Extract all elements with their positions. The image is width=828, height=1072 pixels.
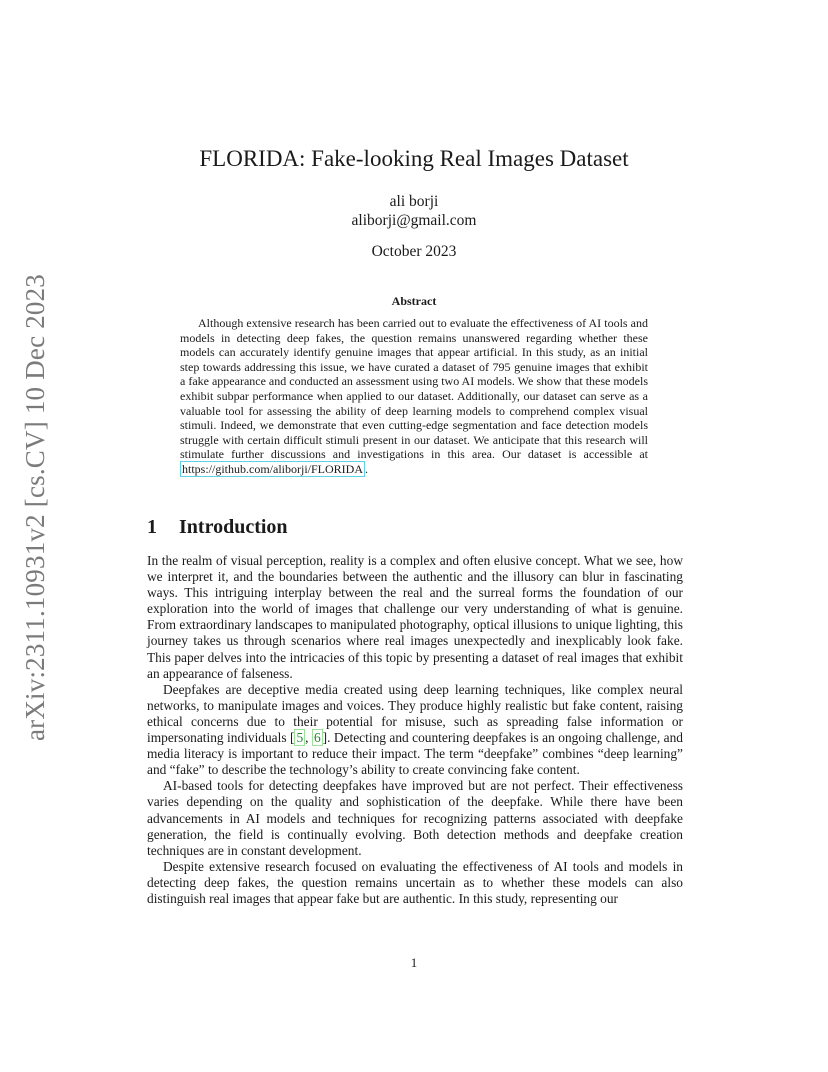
citation-bracket-close: ]: [322, 730, 328, 746]
abstract-text: Although extensive research has been carried out to evaluate the effectiveness of AI tools and models in detecting deep fakes, the question remains unanswered regarding whether these models can accurately identify genuine images that appear artificial. In this study, as an initial step towards addressing this issue, we have curated a dataset of 795 genuine images that exhibit a fake appearance and conducted an assessment using two AI models. We show that these models exhibit subpar performance when applied to our dataset. Additionally, our dataset can serve as a valuable tool for assessing the ability of deep learning models to comprehend complex visual stimuli. Indeed, we demonstrate that even cutting-edge segmentation and face detection models struggle with certain difficult stimuli present in our dataset. We anticipate that this research will stimulate further discussions and investigations in this area. Our dataset is accessible at: [180, 316, 649, 462]
paragraph-4: Despite extensive research focused on evaluating the effectiveness of AI tools and models in detecting deep fakes, the question remains uncertain as to whether these models can also distinguish real images that appear fake but are authentic. In this study, representing our: [147, 858, 683, 906]
section-number: 1: [147, 516, 157, 538]
citation-bracket-open: [: [290, 730, 295, 746]
paragraph-3: AI-based tools for detecting deepfakes have improved but are not perfect. Their effectiveness varies depending on the quality and sophistication of the deepfake. While there have been advancements in AI models and techniques for recognizing patterns associated with deepfake generation, the field is continually evolving. Both detection methods and deepfake creation techniques are in constant development.: [147, 778, 683, 858]
arxiv-identifier-text: arXiv:2311.10931v2 [cs.CV] 10 Dec 2023: [20, 273, 51, 741]
paper-title: FLORIDA: Fake-looking Real Images Dataset: [199, 146, 629, 171]
author-name: ali borji: [389, 193, 439, 210]
section-title: Introduction: [179, 516, 288, 538]
paragraph-2-text-before: Deepfakes are deceptive media created using deep learning techniques, like complex neural networks, to manipulate images and voices. They produce highly realistic but fake content, raising ethical concerns due to their potential for misuse, such as spreading false information or impersonating individuals: [147, 681, 683, 746]
abstract-end: .: [365, 461, 368, 476]
abstract-heading: Abstract: [391, 294, 437, 308]
paragraph-2-text-after: . Detecting and countering deepfakes is an ongoing challenge, and media literacy is important to reduce their impact. The term “deepfake” combines “deep learning” and “fake” to describe the technology’s ability to create convincing fake content.: [147, 730, 683, 778]
dataset-link[interactable]: https://github.com/aliborji/FLORIDA: [182, 461, 363, 476]
introduction-body: [147, 553, 683, 907]
author-email: aliborji@gmail.com: [351, 212, 477, 229]
citation-link-6[interactable]: 6: [313, 730, 321, 746]
citation-link-5[interactable]: 5: [296, 730, 304, 746]
citation-separator: ,: [305, 730, 312, 746]
section-heading-introduction: [147, 516, 288, 539]
abstract-body: [180, 316, 648, 477]
arxiv-identifier-stamp: [18, 273, 54, 741]
paragraph-1: In the realm of visual perception, reality is a complex and often elusive concept. What we see, how we interpret it, and the boundaries between the authentic and the illusory can blur in fascinating ways. This intriguing interplay between the real and the surreal forms the foundation of our exploration into the world of images that challenge our very understanding of what is genuine. From extraordinary landscapes to manipulated photography, optical illusions to unique lighting, this journey takes us through scenarios where real images unexpectedly and inexplicably look fake. This paper delves into the intricacies of this topic by presenting a dataset of real images that exhibit an appearance of falseness.: [147, 553, 683, 681]
page-number: 1: [410, 955, 418, 970]
paragraph-2: [147, 682, 683, 779]
publication-date: October 2023: [371, 243, 457, 260]
